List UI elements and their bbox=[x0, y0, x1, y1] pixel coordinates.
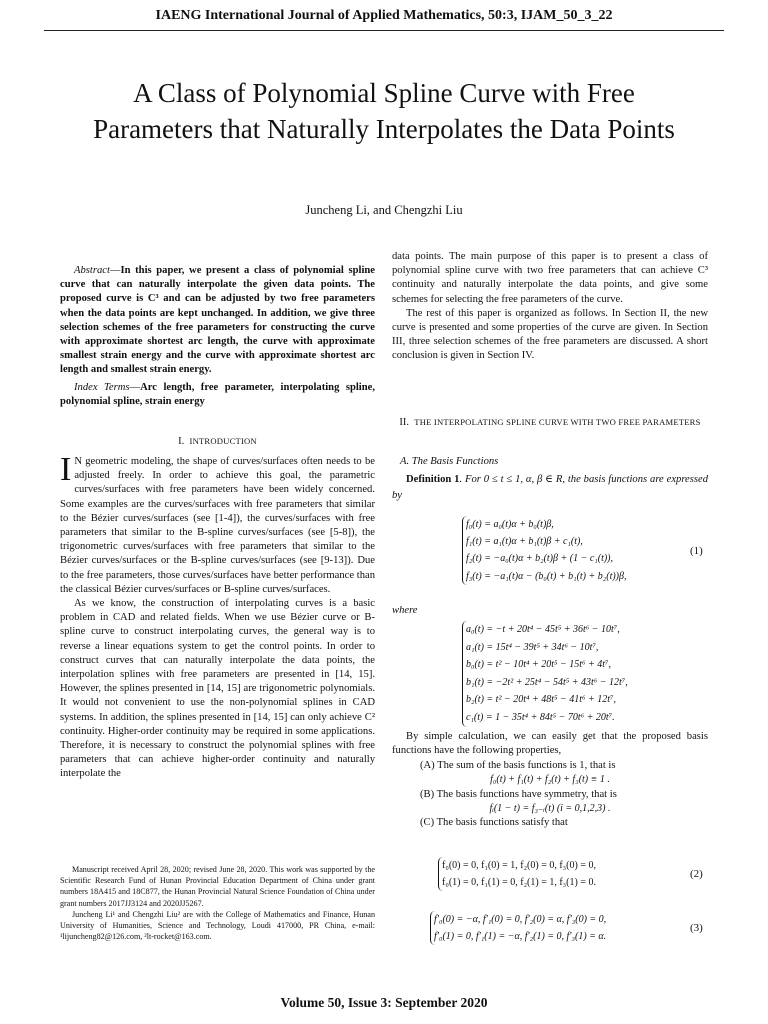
section-title: INTRODUCTION bbox=[189, 436, 257, 446]
header-rule bbox=[44, 30, 724, 31]
index-terms-text: Arc length, free parameter, interpolating spline, polynomial spline, strain energy bbox=[60, 382, 375, 408]
introduction-body bbox=[60, 451, 375, 782]
equation-line: f₂(t) = −a₀(t)α + b₂(t)β + (1 − c₁(t)), bbox=[466, 553, 614, 565]
equation-line: b₁(t) = −2t² + 25t⁴ − 54t⁵ + 43t⁶ − 12t⁷, bbox=[466, 676, 628, 688]
property-a: (A) The sum of the basis functions is 1, that is bbox=[420, 759, 616, 771]
properties bbox=[392, 730, 708, 831]
right-paragraph-2: The rest of this paper is organized as follows. In Section II, the new curve is presented and some properties of the curve are given. In Section III, three selection schemes of the free parameters are discussed. A short conclusion is given in Section IV. bbox=[392, 307, 708, 362]
journal-header: IAENG International Journal of Applied Mathematics, 50:3, IJAM_50_3_22 bbox=[155, 8, 613, 23]
intro-paragraph-2: As we know, the construction of interpolating curves is a basic problem in CAD and related fields. When we use Bézier curve or B-spline curve to construct interpolating curves, the general way is to reverse a linear equations system to get the control points. In order to construct curves that can naturally interpolate the data points, the interpolation splines with free parameters are presented in [14, 15]. However, the splines presented in [14, 15] are trigonometric polynomials. It would not convenient to use the non-polynomial splines in CAD systems. In addition, the splines presented in [14, 15] can only achieve C² continuity. Higher-order continuity may be required in some applications. Therefore, it is necessary to construct the polynomial splines with free parameters that can achieve higher-order continuity and naturally interpolate the bbox=[60, 598, 375, 780]
index-terms: Index Terms—Arc length, free parameter, interpolating spline, polynomial spline, strain energy bbox=[60, 382, 375, 408]
footnote-affiliation: Juncheng Li¹ and Chengzhi Liu² are with the College of Mathematics and Finance, Hunan University of Humanities, Science and Technology, Loudi 417000, PR China, e-mail: ¹lijuncheng82@126.com, ²lt-rocket@163.com. bbox=[60, 909, 375, 942]
equation-line: f′₀(0) = −α, f′₁(0) = 0, f′₂(0) = α, f′₃(0) = 0, bbox=[434, 914, 607, 925]
section-title: THE INTERPOLATING SPLINE CURVE WITH TWO FREE PARAMETERS bbox=[414, 417, 701, 427]
equation-line: a₀(t) = −t + 20t⁴ − 45t⁵ + 36t⁶ − 10t⁷, bbox=[466, 624, 620, 635]
equation-line: a₁(t) = 15t⁴ − 39t⁵ + 34t⁶ − 10t⁷, bbox=[466, 641, 599, 653]
property-a-equation: f₀(t) + f₁(t) + f₂(t) + f₃(t) ≡ 1 . bbox=[490, 774, 610, 786]
property-b: (B) The basis functions have symmetry, that is bbox=[420, 788, 617, 800]
equation-line: f₀(t) = a₀(t)α + b₀(t)β, bbox=[466, 519, 554, 530]
properties-intro: By simple calculation, we can easily get that the proposed basis functions have the following properties, bbox=[392, 731, 708, 757]
footnote bbox=[60, 864, 375, 942]
property-c: (C) The basis functions satisfy that bbox=[420, 817, 568, 829]
authors: Juncheng Li, and Chengzhi Liu bbox=[305, 203, 463, 217]
equation-2 bbox=[438, 857, 596, 891]
section-numeral: I. bbox=[178, 436, 185, 447]
page-footer: Volume 50, Issue 3: September 2020 bbox=[280, 995, 488, 1010]
section-numeral: II. bbox=[399, 417, 409, 428]
equation-line: f₁(t) = a₁(t)α + b₁(t)β + c₁(t), bbox=[466, 536, 583, 548]
equation-line: b₀(t) = t² − 10t⁴ + 20t⁵ − 15t⁶ + 4t⁷, bbox=[466, 659, 611, 671]
subsection-heading: A. The Basis Functions bbox=[400, 456, 499, 467]
equation-line: f′₀(1) = 0, f′₁(1) = −α, f′₂(1) = 0, f′₃(1) = α. bbox=[434, 931, 607, 942]
equation-line: f₃(t) = −a₁(t)α − (b₀(t) + b₁(t) + b₂(t))β, bbox=[466, 570, 627, 582]
footnote-manuscript: Manuscript received April 28, 2020; revised June 28, 2020. This work was supported by the Scientific Research Fund of Hunan Provincial Education Department of China under grant numbers 18A415 and 18C877, the Hunan Provincial Natural Science Foundation of China under grant numbers 2017JJ3124 and 2020JJ5267. bbox=[60, 865, 375, 908]
definition-label: Definition 1 bbox=[406, 474, 460, 485]
equation-line: f₀(1) = 0, f₁(1) = 0, f₂(1) = 1, f₃(1) = 0. bbox=[442, 877, 596, 888]
right-paragraph-1: data points. The main purpose of this paper is to present a class of polynomial spline curve with two free parameters that can achieve C³ continuity and naturally interpolate the data points, and give some schemes for selecting the free parameters of the curve. bbox=[392, 251, 708, 305]
property-b-equation: fᵢ(1 − t) = f₃₋ᵢ(t) (i = 0,1,2,3) . bbox=[489, 803, 611, 815]
drop-cap: I bbox=[60, 451, 72, 488]
intro-paragraph-1: N geometric modeling, the shape of curves/surfaces often needs to be adjusted freely. In order to achieve this goal, the parametric curves/surfaces with free parameters have been widely concerned. Some examples are the curves/surfaces with free parameters that similar to the Bézier curves/surfaces (see [1-4]), the curves/surfaces with free parameters that similar to the B-spline curves/surfaces (see [5-8]), the trigonometric curves/surfaces with free parameters that similar to the Bézier curves/surfaces or the B-spline curves/surfaces (see [9-13]). Due to the free parameters, those curves/surfaces have better performance than the classical Bézier curves/surfaces or B-spline curves/surfaces. bbox=[60, 456, 375, 595]
section-heading-introduction bbox=[60, 436, 375, 447]
index-terms-label: Index Terms bbox=[74, 382, 130, 393]
where-label: where bbox=[392, 605, 418, 616]
equation-1 bbox=[462, 516, 626, 585]
section-heading-spline-curve bbox=[392, 414, 708, 431]
equation-number: (1) bbox=[690, 545, 703, 557]
equation-number: (2) bbox=[690, 868, 703, 880]
right-column-text bbox=[392, 250, 708, 364]
equation-line: f₀(0) = 0, f₁(0) = 1, f₂(0) = 0, f₃(0) = 0, bbox=[442, 860, 596, 871]
definition-text: . For 0 ≤ t ≤ 1, α, β ∈ R, the basis functions are expressed by bbox=[392, 474, 708, 501]
coefficient-equations bbox=[462, 621, 628, 727]
equation-line: b₂(t) = t² − 20t⁴ + 48t⁵ − 41t⁶ + 12t⁷, bbox=[466, 694, 616, 706]
abstract-text: In this paper, we present a class of polynomial spline curve that can naturally interpolate the given data points. The proposed curve is C³ and can be adjusted by two free parameters when the data points are kept unchanged. In addition, we give three selection schemes of the free parameters for constructing the curve with approximate shortest arc length, the curve with approximate smallest strain energy and the curve with approximate shortest arc length and smallest strain energy. bbox=[60, 265, 375, 376]
abstract-label: Abstract bbox=[74, 265, 110, 276]
paper-title: A Class of Polynomial Spline Curve with Free Parameters that Naturally Interpolates the Data Points bbox=[93, 78, 675, 144]
equation-number: (3) bbox=[690, 922, 703, 934]
equation-line: c₁(t) = 1 − 35t⁴ + 84t⁵ − 70t⁶ + 20t⁷. bbox=[466, 711, 615, 723]
equation-3 bbox=[430, 911, 606, 945]
abstract: Abstract—In this paper, we present a class of polynomial spline curve that can naturally interpolate the given data points. The proposed curve is C³ and can be adjusted by two free parameters when the data points are kept unchanged. In addition, we give three selection schemes of the free parameters for constructing the curve with approximate shortest arc length, the curve with approximate smallest strain energy and the curve with approximate shortest arc length and smallest strain energy. bbox=[60, 265, 375, 376]
definition-1 bbox=[392, 472, 708, 504]
